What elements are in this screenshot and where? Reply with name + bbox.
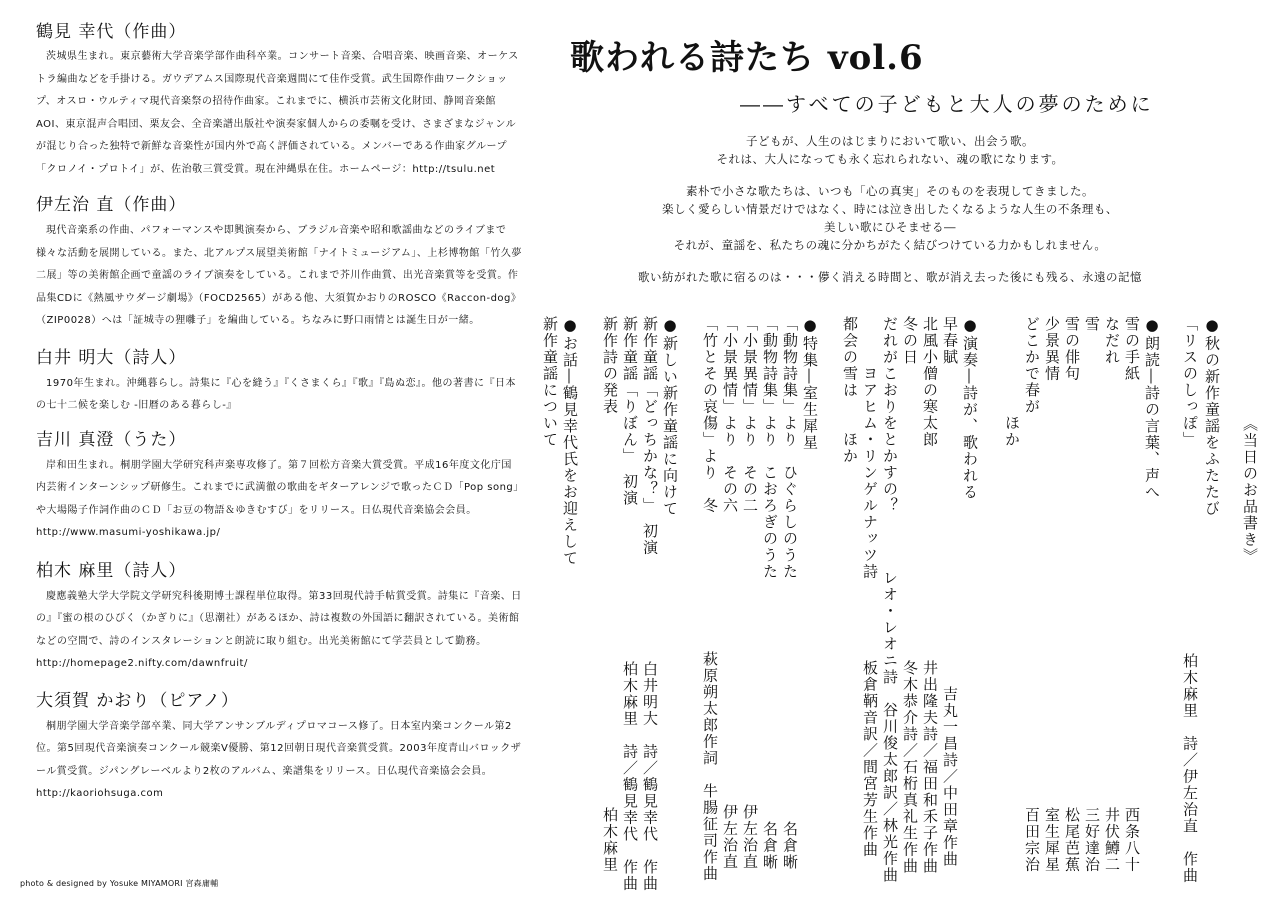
- section-title: ●特集―室生犀星: [801, 316, 819, 451]
- program-item: 雪: [1083, 316, 1101, 333]
- program-item: だれがこおりをとかすの？: [881, 316, 899, 514]
- program-credit: 西条八十: [1123, 807, 1141, 873]
- page-title: 歌われる詩たち vol.6: [570, 38, 924, 78]
- program-credit: 萩原朔太郎作詞 牛腸征司作曲: [701, 651, 719, 882]
- program-credit: 柏木麻里 詩／伊左治直 作曲: [1181, 653, 1199, 884]
- program-item: 北風小僧の寒太郎: [921, 316, 939, 448]
- program-credit: 伊左治直: [741, 804, 759, 870]
- bio-name: 吉川 真澄（うた）: [36, 429, 187, 450]
- program-item: ほか: [1003, 316, 1021, 448]
- intro-paragraph: [590, 182, 1190, 254]
- program-item: 新作詩の発表: [601, 316, 619, 415]
- program-credit: レオ・レオニ詩 谷川俊太郎訳／林光作曲: [881, 570, 899, 884]
- intro-paragraph: [590, 268, 1190, 286]
- program-item: 新作童謡について: [541, 316, 559, 448]
- program-credit: 井伏鱒二: [1103, 807, 1121, 873]
- intro-line: 素朴で小さな歌たちは、いつも「心の真実」そのものを表現してきました。: [686, 184, 1094, 198]
- bio-name: 大須賀 かおり（ピアノ）: [36, 690, 240, 711]
- intro-line: 歌い紡がれた歌に宿るのは・・・儚く消える時間と、歌が消え去った後にも残る、永遠の記憶: [638, 270, 1142, 284]
- program-item: 冬の日: [901, 316, 919, 366]
- program-credit: 板倉鞆音訳／間宮芳生作曲: [861, 660, 879, 858]
- program-item: 「竹とその哀傷」より 冬: [701, 316, 719, 514]
- section-title: ●新しい新作童謡に向けて: [661, 316, 679, 517]
- program-item: どこかで春が: [1023, 316, 1041, 415]
- program-credit: 名倉晰: [761, 821, 779, 871]
- program-item: 新作童謡「どっちかな？」 初演: [641, 316, 659, 556]
- program-credit: 柏木麻里: [601, 807, 619, 873]
- section-title: ●朗読―詩の言葉、声へ: [1143, 316, 1161, 501]
- intro-line: 美しい歌にひそませる―: [824, 220, 956, 234]
- program-credit: 百田宗治: [1023, 807, 1041, 873]
- section-title: ●秋の新作童謡をふたたび: [1203, 316, 1221, 517]
- program-credit: 吉丸一昌詩／中田章作曲: [941, 686, 959, 868]
- bio-osuga-kaori: [36, 689, 522, 806]
- bio-name: 白井 明大（詩人）: [36, 347, 187, 368]
- program-credit: 冬木恭介詩／石桁真礼生作曲: [901, 660, 919, 875]
- program-list: [528, 316, 1268, 892]
- program-credit: 白井明大 詩／鶴見幸代 作曲: [641, 661, 659, 892]
- program-item: 雪の手紙: [1123, 316, 1141, 382]
- intro-line: それは、大人になっても永く忘れられない、魂の歌になります。: [716, 152, 1064, 166]
- program-credit: 室生犀星: [1043, 807, 1061, 873]
- intro-line: 子どもが、人生のはじまりにおいて歌い、出会う歌。: [746, 134, 1034, 148]
- program-credit: 井出隆夫詩／福田和禾子作曲: [921, 660, 939, 875]
- intro-text: [590, 132, 1190, 286]
- section-title: ●お話―鶴見幸代氏をお迎えして: [561, 316, 579, 567]
- program-item: 「動物詩集」より ひぐらしのうた: [781, 316, 799, 580]
- program-credit: 名倉晰: [781, 821, 799, 871]
- program-credit: 伊左治直: [721, 804, 739, 870]
- intro-line: 楽しく愛らしい情景だけではなく、時には泣き出したくなるような人生の不条理も、: [662, 202, 1118, 216]
- bio-tsurumi-sachiyo: [36, 20, 522, 181]
- intro-paragraph: [590, 132, 1190, 168]
- program-heading: 《当日のお品書き》: [1241, 416, 1259, 565]
- program-item: 新作童謡「りぼん」 初演: [621, 316, 639, 507]
- program-credit: 柏木麻里 詩／鶴見幸代 作曲: [621, 661, 639, 892]
- bio-text: 岸和田生まれ。桐朋学園大学研究科声楽専攻修了。第７回松方音楽大賞受賞。平成16年度文化庁国内芸術インターンシップ研修生。これまでに武満徹の歌曲をギターアレンジで歌ったＣＤ「Pop song」や大場陽子作詞作曲のＣＤ「お豆の物語＆ゆきむすび」をリリース。日仏現代音楽協会会員。http://www.masumi-yoshikawa.jp/: [36, 459, 519, 538]
- bio-text: 1970年生まれ。沖縄暮らし。詩集に『心を縫う』『くさまくら』『歌』『島ぬ恋』。他の著書に『日本の七十二候を楽しむ -旧暦のある暮らし-』: [36, 377, 517, 411]
- bio-shirai-akihiro: [36, 346, 522, 418]
- section-title: ●演奏―詩が、歌われる: [961, 316, 979, 501]
- bio-izaji-sunao: [36, 193, 522, 333]
- design-credit: photo & designed by Yosuke MIYAMORI 宮森庸輔: [20, 879, 219, 888]
- bio-yoshikawa-masumi: [36, 428, 522, 545]
- bio-text: 桐朋学園大学音楽学部卒業、同大学アンサンブルディプロマコース修了。日本室内楽コンクール第2位。第5回現代音楽演奏コンクール競楽V優勝、第12回朝日現代音楽賞受賞。2003年度青山バロックザール賞受賞。ジパングレーベルより2枚のアルバム、楽譜集をリリース。日仏現代音楽協会会員。http://kaoriohsuga.com: [36, 720, 522, 799]
- bio-name: 鶴見 幸代（作曲）: [36, 22, 187, 42]
- program-item: 都会の雪は ほか: [841, 316, 859, 465]
- program-item: 「動物詩集」より こおろぎのうた: [761, 316, 779, 580]
- program-item: ヨアヒム・リンゲルナッツ詩: [861, 316, 879, 580]
- program-item: 早春賦: [941, 316, 959, 366]
- bio-name: 柏木 麻里（詩人）: [36, 560, 187, 581]
- page-subtitle: ――すべての子どもと大人の夢のために: [740, 92, 1154, 116]
- bio-name: 伊左治 直（作曲）: [36, 195, 187, 215]
- program-item: 雪の俳句: [1063, 316, 1081, 382]
- program-item: 「小景異情」より その六: [721, 316, 739, 514]
- program-credit: 松尾芭蕉: [1063, 807, 1081, 873]
- intro-line: それが、童謡を、私たちの魂に分かちがたく結びつけている力かもしれません。: [673, 238, 1107, 252]
- bios-column: [36, 20, 522, 806]
- program-item: なだれ: [1103, 316, 1121, 366]
- program-item: 「小景異情」より その二: [741, 316, 759, 514]
- bio-text: 茨城県生まれ。東京藝術大学音楽学部作曲科卒業。コンサート音楽、合唱音楽、映画音楽、オーケストラ編曲などを手掛ける。ガウデアムス国際現代音楽週間にて佳作受賞。武生国際作曲ワークショップ、オスロ・ウルティマ現代音楽祭の招待作曲家。これまでに、横浜市芸術文化財団、静岡音楽館AOI、東京混声合唱団、栗友会、全音楽譜出版社や演奏家個人からの委嘱を受け、さまざまなジャンルが混じり合った独特で新鮮な音楽性が国内外で高く評価されている。メンバーである作曲家グループ「クロノイ・プロトイ」が、佐治敬三賞受賞。現在沖縄県在住。ホームページ：http://tsulu.net: [36, 51, 519, 175]
- bio-text: 慶應義塾大学大学院文学研究科後期博士課程単位取得。第33回現代詩手帖賞受賞。詩集に『音楽、日の』『蜜の根のひびく（かぎりに』（思潮社）があるほか、詩は複数の外国語に翻訳されている。美術館などの空間で、詩のインスタレーションと朗読に取り組む。出光美術館にて学芸員として勤務。http://homepage2.nifty.com/dawnfruit/: [36, 590, 522, 669]
- program-item: 「リスのしっぽ」: [1181, 316, 1199, 448]
- bio-text: 現代音楽系の作曲、パフォーマンスや即興演奏から、ブラジル音楽や昭和歌謡曲などのライブまで様々な活動を展開している。また、北アルプス展望美術館「ナイトミュージアム」、上杉博物館「竹久夢二展」等の美術館企画で童謡のライブ演奏をしている。これまで芥川作曲賞、出光音楽賞等を受賞。作品集CDに《熱風サウダージ劇場》（FOCD2565）がある他、大須賀かおりのROSCO《Raccon-dog》（ZIP0028）へは「証城寺の狸囃子」を編曲している。ちなみに野口雨情とは誕生日が一緒。: [36, 225, 522, 326]
- program-item: 少景異情: [1043, 316, 1061, 382]
- bio-kashiwagi-mari: [36, 559, 522, 676]
- program-credit: 三好達治: [1083, 807, 1101, 873]
